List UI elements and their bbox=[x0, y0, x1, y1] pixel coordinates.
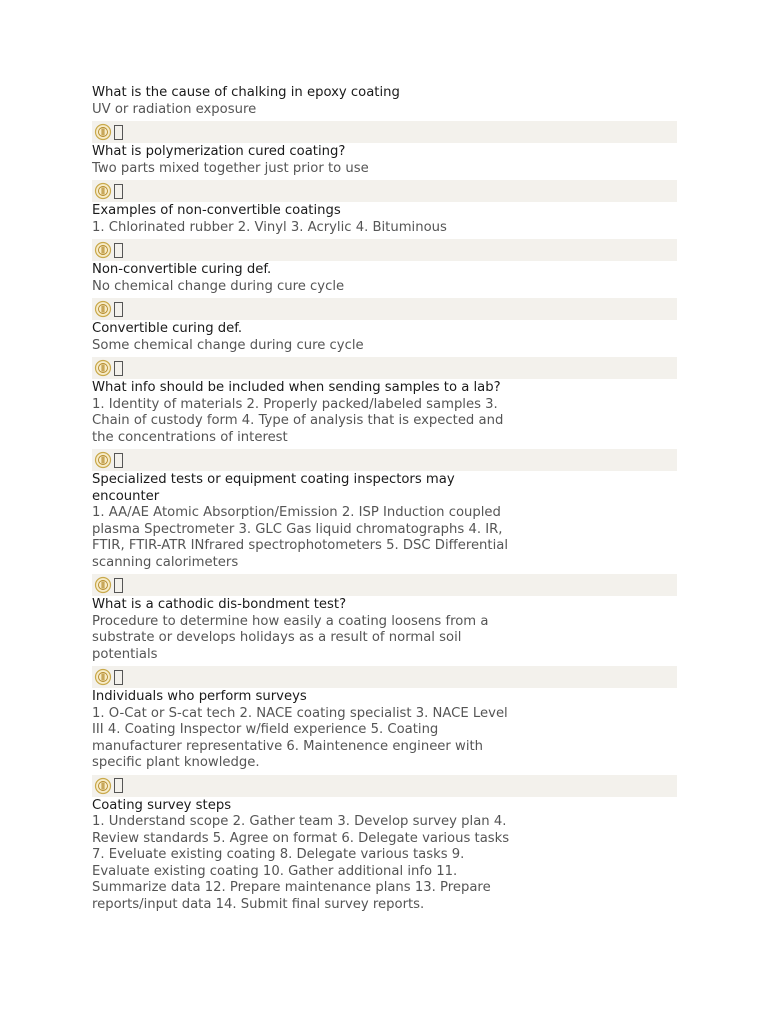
flashcard bbox=[92, 262, 677, 320]
card-answer: 1. AA/AE Atomic Absorption/Emission 2. ISP Induction coupled plasma Spectrometer 3. GLC Gas liquid chromatographs 4. IR, FTIR, FTIR-ATR INfrared spectrophotometers 5. DSC Differential scanning calorimeters bbox=[92, 505, 508, 570]
flashcard bbox=[92, 472, 677, 596]
card-separator-bar bbox=[92, 121, 677, 143]
missing-glyph-box-icon bbox=[114, 125, 123, 140]
flashcard bbox=[92, 689, 677, 797]
card-separator-bar bbox=[92, 666, 677, 688]
flashcard bbox=[92, 321, 677, 379]
flashcard bbox=[92, 85, 677, 143]
card-question: What is polymerization cured coating? bbox=[92, 144, 346, 159]
missing-glyph-box-icon bbox=[114, 670, 123, 685]
coin-icon bbox=[94, 359, 112, 377]
card-answer: 1. Chlorinated rubber 2. Vinyl 3. Acrylic 4. Bituminous bbox=[92, 219, 447, 235]
coin-icon bbox=[94, 451, 112, 469]
card-separator-bar bbox=[92, 574, 677, 596]
missing-glyph-box-icon bbox=[114, 184, 123, 199]
card-question: What is a cathodic dis-bondment test? bbox=[92, 597, 347, 612]
missing-glyph-box-icon bbox=[114, 578, 123, 593]
card-question: What info should be included when sending samples to a lab? bbox=[92, 380, 501, 395]
card-question: Individuals who perform surveys bbox=[92, 689, 307, 704]
flashcard bbox=[92, 203, 677, 261]
flashcard bbox=[92, 597, 677, 688]
coin-icon bbox=[94, 576, 112, 594]
coin-icon bbox=[94, 300, 112, 318]
coin-icon bbox=[94, 668, 112, 686]
card-answer: 1. O-Cat or S-cat tech 2. NACE coating specialist 3. NACE Level III 4. Coating Inspector w/field experience 5. Coating manufacturer representative 6. Maintenence engineer with specific plant knowledge. bbox=[92, 705, 508, 770]
card-question: Coating survey steps bbox=[92, 797, 232, 813]
coin-icon bbox=[94, 182, 112, 200]
card-answer: UV or radiation exposure bbox=[92, 101, 257, 117]
card-separator-bar bbox=[92, 239, 677, 261]
card-separator-bar bbox=[92, 180, 677, 202]
card-answer: 1. Understand scope 2. Gather team 3. Develop survey plan 4. Review standards 5. Agree on format 6. Delegate various tasks 7. Eveluate existing coating 8. Delegate various tasks 9. Evaluate existing coating 10. Gather additional info 11. Summarize data 12. Prepare maintenance plans 13. Prepare reports/input data 14. Submit final survey reports. bbox=[92, 814, 510, 912]
coin-icon bbox=[94, 123, 112, 141]
card-separator-bar bbox=[92, 357, 677, 379]
card-separator-bar bbox=[92, 449, 677, 471]
missing-glyph-box-icon bbox=[114, 302, 123, 317]
card-separator-bar bbox=[92, 775, 677, 797]
missing-glyph-box-icon bbox=[114, 778, 123, 793]
flashcard bbox=[92, 144, 677, 202]
coin-icon bbox=[94, 241, 112, 259]
card-answer: No chemical change during cure cycle bbox=[92, 278, 345, 294]
card-answer: Two parts mixed together just prior to use bbox=[92, 160, 369, 176]
card-question: Non-convertible curing def. bbox=[92, 262, 272, 277]
missing-glyph-box-icon bbox=[114, 243, 123, 258]
card-answer: Some chemical change during cure cycle bbox=[92, 337, 364, 353]
card-question: Examples of non-convertible coatings bbox=[92, 203, 341, 218]
missing-glyph-box-icon bbox=[114, 453, 123, 468]
card-question: Convertible curing def. bbox=[92, 321, 243, 336]
coin-icon bbox=[94, 777, 112, 795]
flashcard bbox=[92, 380, 677, 471]
card-question: What is the cause of chalking in epoxy coating bbox=[92, 85, 400, 100]
card-question: Specialized tests or equipment coating inspectors may encounter bbox=[92, 472, 455, 504]
card-separator-bar bbox=[92, 298, 677, 320]
card-answer: Procedure to determine how easily a coating loosens from a substrate or develops holidays as a result of normal soil potentials bbox=[92, 613, 489, 662]
flashcard bbox=[92, 798, 677, 914]
flashcard-list bbox=[92, 85, 677, 913]
card-answer: 1. Identity of materials 2. Properly packed/labeled samples 3. Chain of custody form 4. Type of analysis that is expected and the concentrations of interest bbox=[92, 396, 504, 445]
missing-glyph-box-icon bbox=[114, 361, 123, 376]
